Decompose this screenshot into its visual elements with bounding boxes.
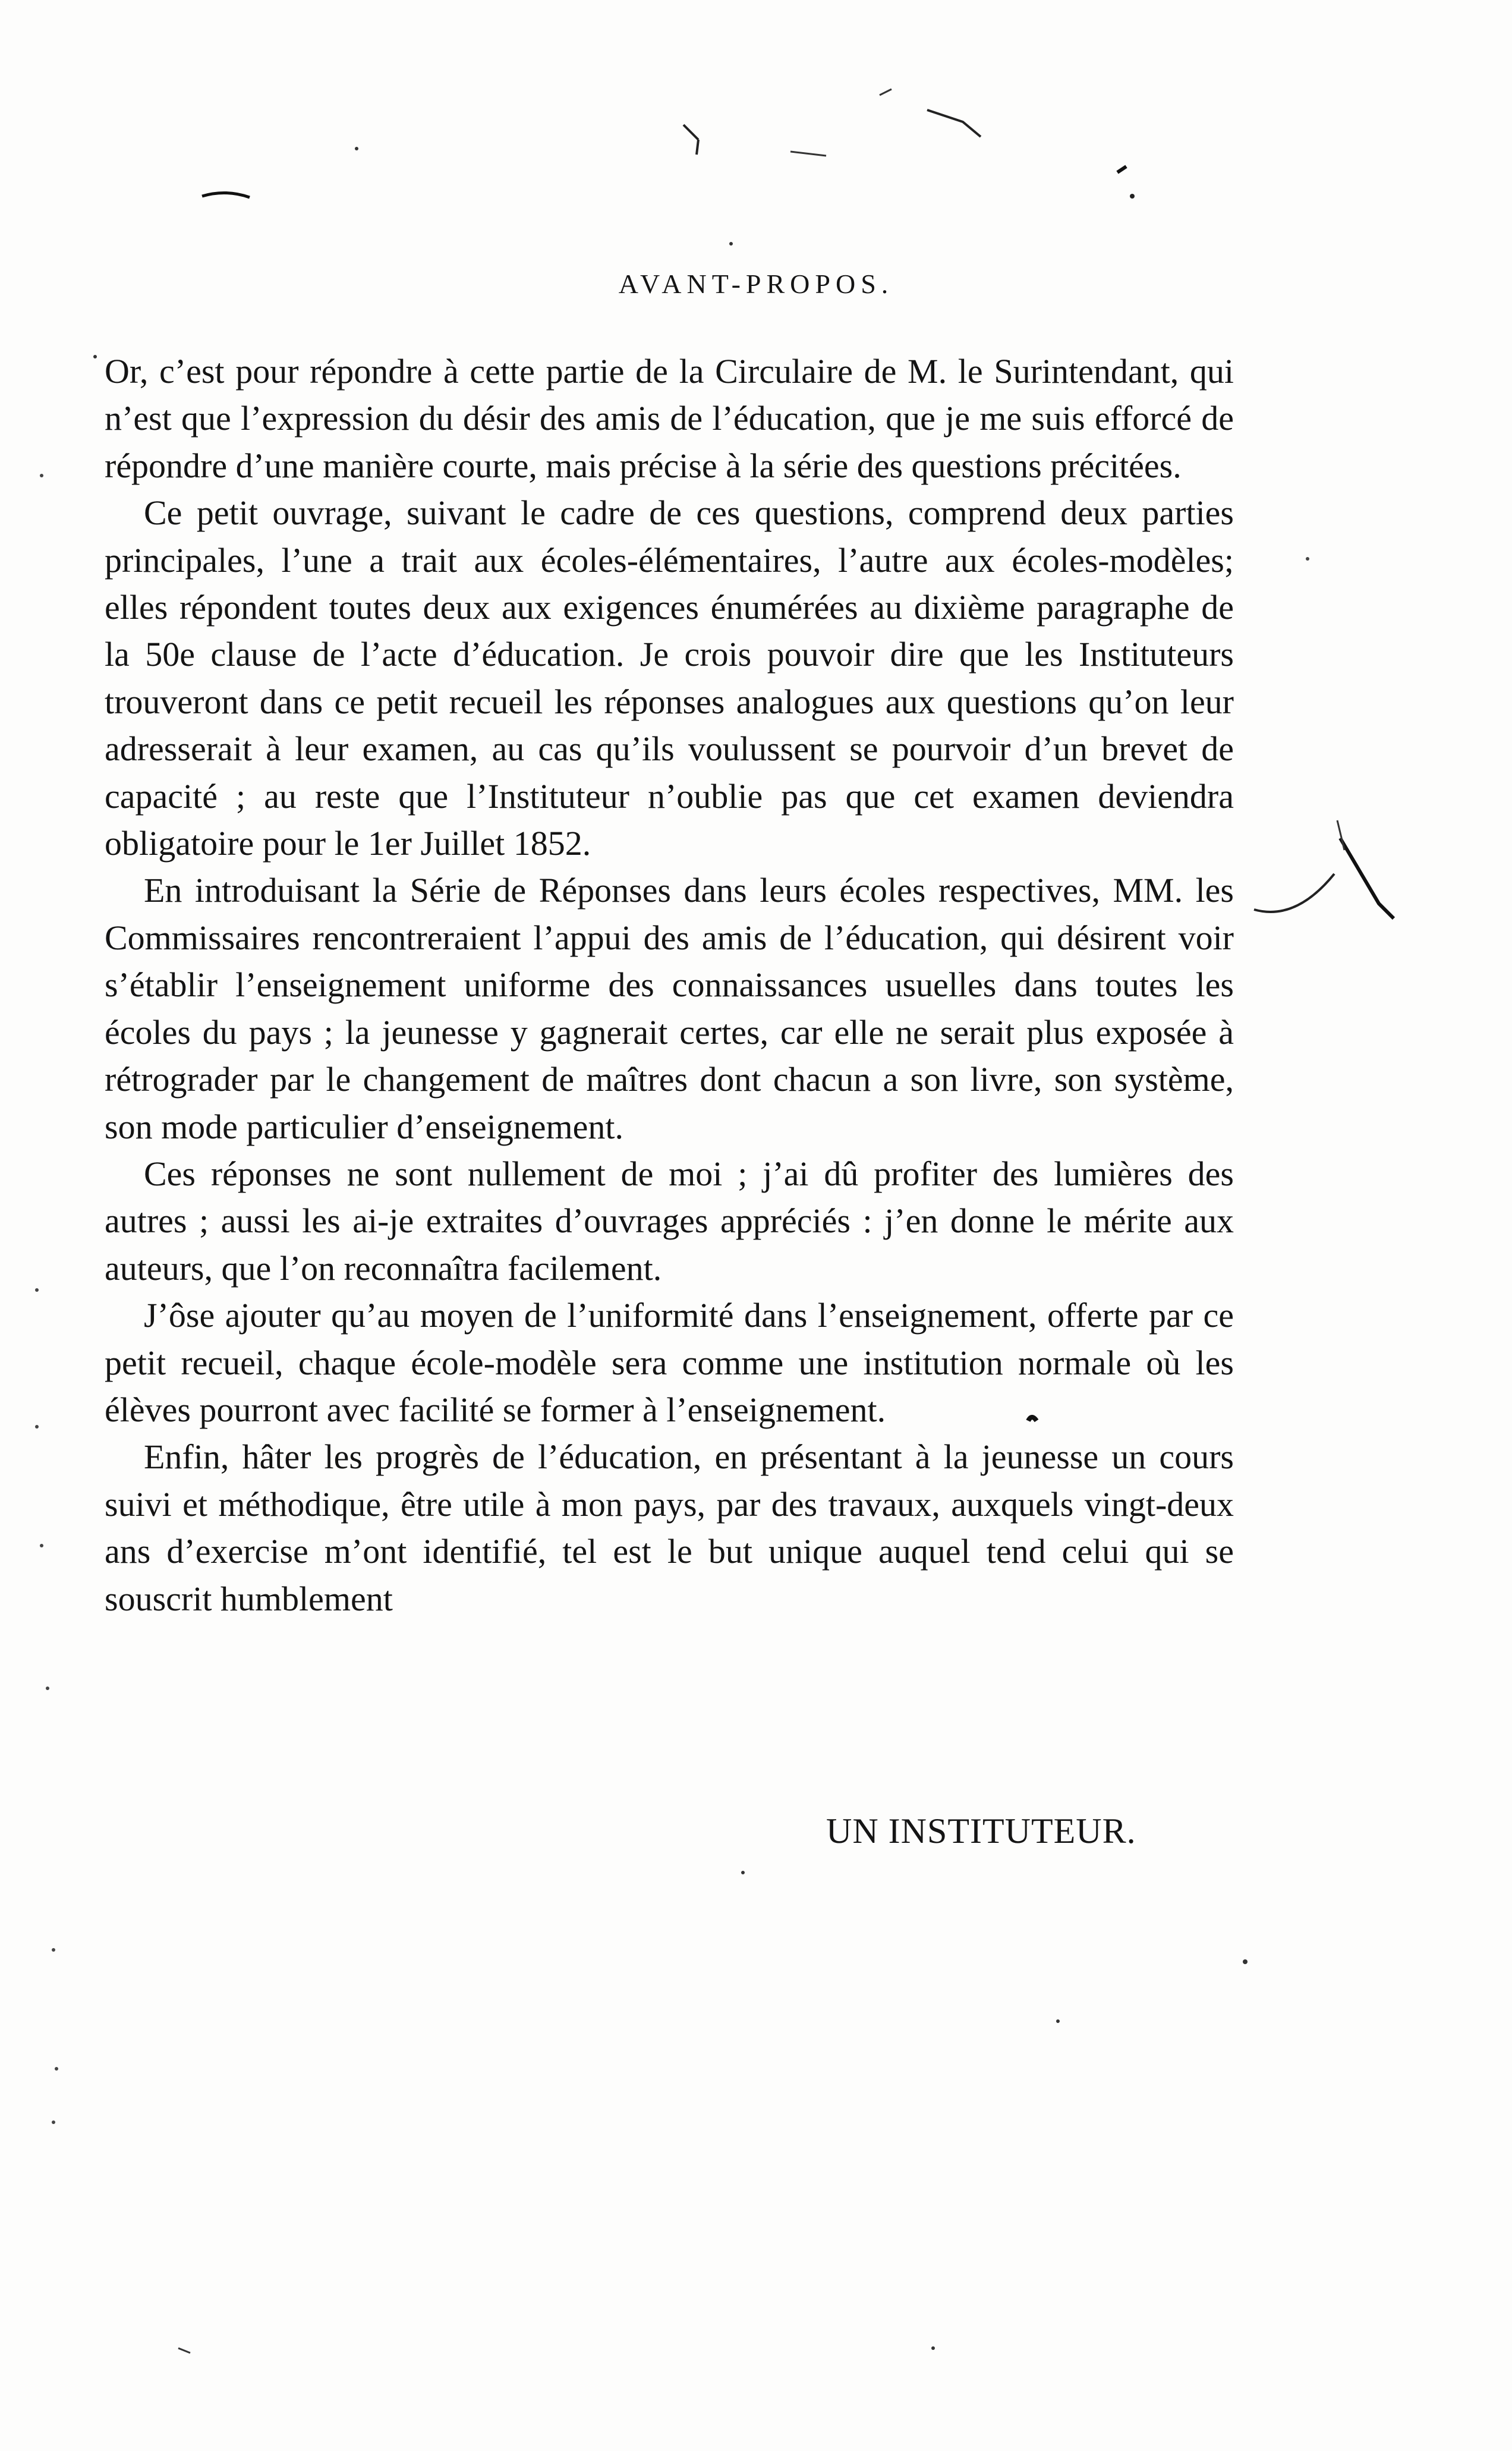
paragraph-6: Enfin, hâter les progrès de l’éducation, en présentant à la jeunesse un cours suivi et méthodique, être utile à mon pays, par des travaux, auxquels vingt-deux ans d’exercise m’ont identifié, tel est le but unique auquel tend celui qui se souscrit humblement: [105, 1437, 1234, 1618]
paragraph-4: Ces réponses ne sont nullement de moi ; j’ai dû profiter des lumières des autres ; aussi les ai-je extraites d’ouvrages appréciés : j’en donne le mérite aux auteurs, que l’on reconnaîtra facilement.: [105, 1154, 1234, 1288]
paragraph-5: J’ôse ajouter qu’au moyen de l’uniformité dans l’enseignement, offerte par ce petit recueil, chaque école-modèle sera comme une institution normale où les élèves pourront avec facilité se former à l’enseignement.: [105, 1296, 1234, 1429]
page-heading: AVANT-PROPOS.: [618, 269, 894, 299]
paragraph-2: Ce petit ouvrage, suivant le cadre de ces questions, comprend deux parties principales, l’une a trait aux écoles-élémentaires, l’autre aux écoles-modèles; elles répondent toutes deux aux exigences énumérées au dixième paragraphe de la 50e clause de l’acte d’éducation. Je crois pouvoir dire que les Instituteurs trouveront dans ce petit recueil les réponses analogues aux questions qu’on leur adresserait à leur examen, au cas qu’ils voulussent se pourvoir d’un brevet de capacité ; au reste que l’Instituteur n’oublie pas que cet examen deviendra obligatoire pour le 1er Juillet 1852.: [105, 493, 1234, 863]
paragraph-1: Or, c’est pour répondre à cette partie de la Circulaire de M. le Surintendant, qui n’est que l’expression du désir des amis de l’éducation, que je me suis efforcé de répondre d’une manière courte, mais précise à la série des questions précitées.: [105, 352, 1234, 485]
signature: UN INSTITUTEUR.: [826, 1811, 1136, 1851]
body-text: [105, 348, 1234, 1622]
paragraph-3: En introduisant la Série de Réponses dans leurs écoles respectives, MM. les Commissaires rencontreraient l’appui des amis de l’éducation, qui désirent voir s’établir l’enseignement uniforme des connaissances usuelles dans toutes les écoles du pays ; la jeunesse y gagnerait certes, car elle ne serait plus exposée à rétrograder par le changement de maîtres dont chacun a son livre, son système, son mode particulier d’enseignement.: [105, 871, 1234, 1146]
